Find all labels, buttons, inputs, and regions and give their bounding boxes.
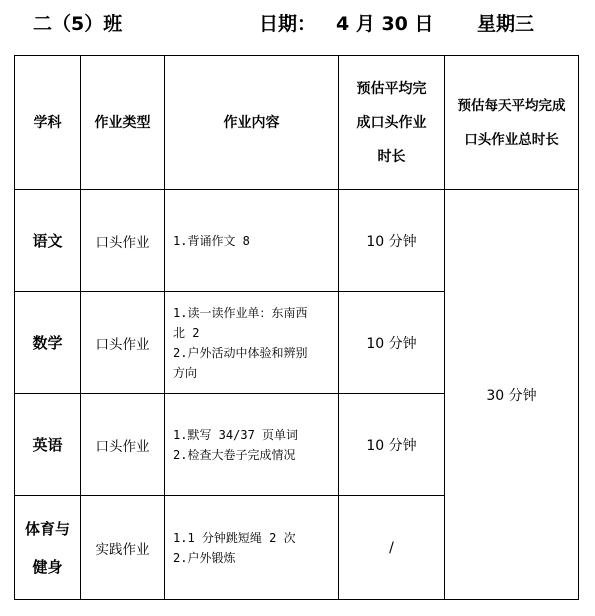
type-cell: 实践作业 (81, 496, 165, 600)
subject-cell: 体育与 健身 (15, 496, 81, 600)
weekday: 星期三 (477, 13, 535, 35)
type-cell: 口头作业 (81, 190, 165, 292)
subject-cell: 英语 (15, 394, 81, 496)
content-cell: 1.1 分钟跳短绳 2 次 2.户外锻炼 (165, 496, 339, 600)
type-cell: 口头作业 (81, 394, 165, 496)
header-subject: 学科 (15, 56, 81, 190)
subject-cell: 数学 (15, 292, 81, 394)
subject-cell: 语文 (15, 190, 81, 292)
page-header (0, 0, 595, 50)
class-label: 二（5）班 (33, 13, 123, 35)
table-header-row (15, 56, 579, 190)
duration-cell: 10 分钟 (339, 190, 445, 292)
table-row (15, 190, 579, 292)
date-value: 4 月 30 日 (336, 13, 434, 35)
content-cell: 1.读一读作业单：东南西 北 2 2.户外活动中体验和辨别 方向 (165, 292, 339, 394)
content-cell: 1.默写 34/37 页单词 2.检查大卷子完成情况 (165, 394, 339, 496)
header-est-oral-duration: 预估平均完 成口头作业 时长 (339, 56, 445, 190)
header-type: 作业类型 (81, 56, 165, 190)
header-content: 作业内容 (165, 56, 339, 190)
date-label: 日期： (259, 13, 317, 35)
total-duration-cell: 30 分钟 (445, 190, 579, 600)
header-est-total-duration: 预估每天平均完成 口头作业总时长 (445, 56, 579, 190)
type-cell: 口头作业 (81, 292, 165, 394)
duration-cell: 10 分钟 (339, 394, 445, 496)
duration-cell: 10 分钟 (339, 292, 445, 394)
duration-cell: / (339, 496, 445, 600)
homework-table (14, 55, 579, 600)
content-cell: 1.背诵作文 8 (165, 190, 339, 292)
